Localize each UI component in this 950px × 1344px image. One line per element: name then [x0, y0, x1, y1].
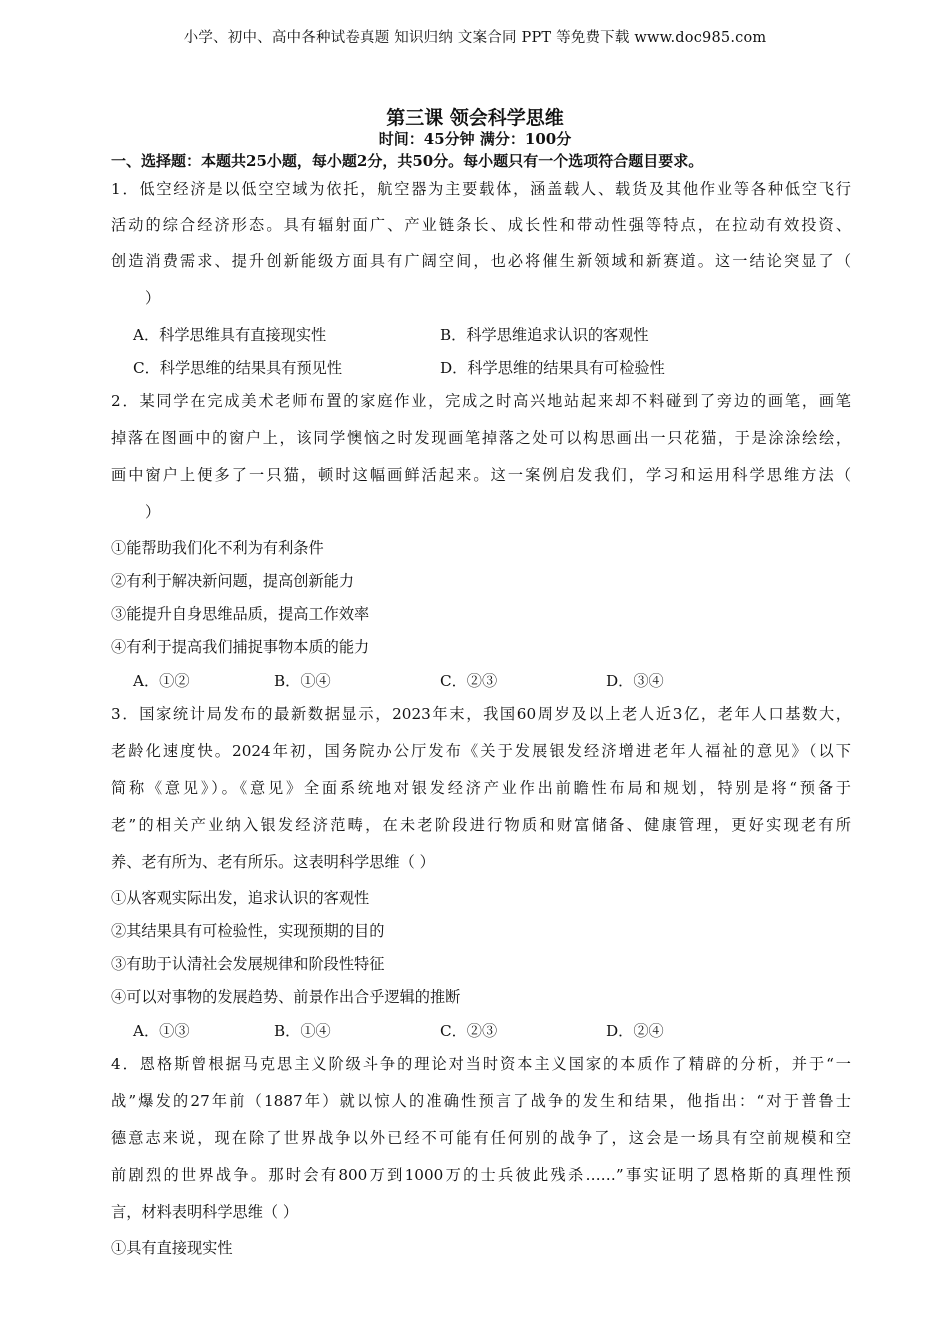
q4-line-1: 4．恩格斯曾根据马克思主义阶级斗争的理论对当时资本主义国家的本质作了精辟的分析，并于“一: [111, 1055, 851, 1073]
q1-option-b: B．科学思维追求认识的客观性: [440, 326, 649, 344]
exam-time-score: 时间：45分钟 满分：100分: [378, 130, 572, 148]
q3-item-3: ③有助于认清社会发展规律和阶段性特征: [111, 955, 385, 973]
q2-item-2: ②有利于解决新问题，提高创新能力: [111, 572, 354, 590]
q3-line-5: 养、老有所为、老有所乐。这表明科学思维（ ）: [111, 853, 435, 871]
q3-option-b: B．①④: [274, 1022, 331, 1040]
q1-line-4: ）: [145, 289, 161, 307]
q3-item-4: ④可以对事物的发展趋势、前景作出合乎逻辑的推断: [111, 988, 461, 1006]
q3-item-2: ②其结果具有可检验性，实现预期的目的: [111, 922, 385, 940]
q2-line-1: 2．某同学在完成美术老师布置的家庭作业，完成之时高兴地站起来却不料碰到了旁边的画笔，画笔: [111, 392, 851, 410]
q2-item-1: ①能帮助我们化不利为有利条件: [111, 539, 324, 557]
q3-option-c: C．②③: [440, 1022, 498, 1040]
q3-line-4: 老”的相关产业纳入银发经济范畴，在未老阶段进行物质和财富储备、健康管理，更好实现老有所: [111, 816, 851, 834]
q2-line-2: 掉落在图画中的窗户上，该同学懊恼之时发现画笔掉落之处可以构思画出一只花猫，于是涂涂绘绘，: [111, 429, 851, 447]
q4-line-3: 德意志来说，现在除了世界战争以外已经不可能有任何别的战争了，这会是一场具有空前规模和空: [111, 1129, 851, 1147]
page-title: 第三课 领会科学思维: [386, 107, 564, 129]
q3-option-d: D．②④: [606, 1022, 664, 1040]
q2-option-d: D．③④: [606, 672, 664, 690]
q2-option-c: C．②③: [440, 672, 498, 690]
q1-option-a: A．科学思维具有直接现实性: [133, 326, 327, 344]
q2-option-a: A．①②: [133, 672, 190, 690]
q4-line-4: 前剧烈的世界战争。那时会有800万到1000万的士兵彼此残杀……”事实证明了恩格斯的真理性预: [111, 1166, 851, 1184]
q2-item-4: ④有利于提高我们捕捉事物本质的能力: [111, 638, 370, 656]
q3-line-1: 3．国家统计局发布的最新数据显示，2023年末，我国60周岁及以上老人近3亿，老年人口基数大，: [111, 705, 851, 723]
q2-line-4: ）: [145, 503, 161, 521]
q3-item-1: ①从客观实际出发，追求认识的客观性: [111, 889, 370, 907]
q2-line-3: 画中窗户上便多了一只猫，顿时这幅画鲜活起来。这一案例启发我们，学习和运用科学思维方法（: [111, 466, 851, 484]
q2-option-b: B．①④: [274, 672, 331, 690]
q1-option-c: C．科学思维的结果具有预见性: [133, 359, 343, 377]
q1-line-1: 1．低空经济是以低空空域为依托，航空器为主要载体，涵盖载人、载货及其他作业等各种低空飞行: [111, 180, 851, 198]
page-header-banner: 小学、初中、高中各种试卷真题 知识归纳 文案合同 PPT 等免费下载 www.doc985.com: [183, 30, 767, 46]
q1-line-2: 活动的综合经济形态。具有辐射面广、产业链条长、成长性和带动性强等特点，在拉动有效投资、: [111, 216, 851, 234]
q4-line-5: 言，材料表明科学思维（ ）: [111, 1203, 299, 1221]
q3-line-3: 简称《意见》）。《意见》全面系统地对银发经济产业作出前瞻性布局和规划，特别是将“预备于: [111, 779, 851, 797]
q2-item-3: ③能提升自身思维品质，提高工作效率: [111, 605, 370, 623]
section-heading: 一、选择题：本题共25小题，每小题2分，共50分。每小题只有一个选项符合题目要求。: [111, 152, 704, 170]
q3-option-a: A．①③: [133, 1022, 190, 1040]
q4-item-1: ①具有直接现实性: [111, 1239, 233, 1257]
q3-line-2: 老龄化速度快。2024年初，国务院办公厅发布《关于发展银发经济增进老年人福祉的意见》（以下: [111, 742, 851, 760]
q1-option-d: D．科学思维的结果具有可检验性: [440, 359, 665, 377]
q4-line-2: 战”爆发的27年前（1887年）就以惊人的准确性预言了战争的发生和结果，他指出：“对于普鲁士: [111, 1092, 851, 1110]
q1-line-3: 创造消费需求、提升创新能级方面具有广阔空间，也必将催生新领域和新赛道。这一结论突显了（: [111, 252, 851, 270]
